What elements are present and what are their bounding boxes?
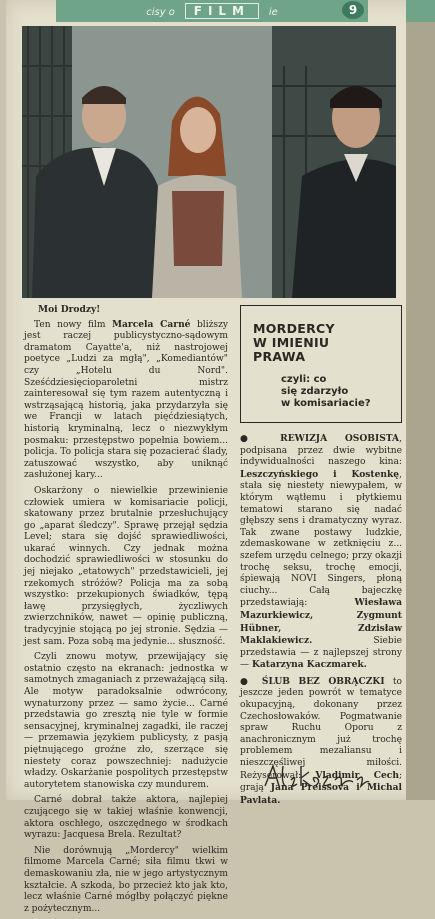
headline-line: MORDERCY <box>253 321 335 336</box>
magazine-page <box>6 0 426 914</box>
sidebar-column <box>240 305 402 811</box>
paragraph <box>24 486 228 648</box>
headline-title <box>253 322 393 364</box>
headline-subtitle <box>281 374 393 410</box>
body-text: Carné dobrał także aktora, najlepiej czującego się w takiej właśnie konwencji, aktora oschłego, oszczędnego w środkach wyrazu: Jacquesa Brela. Rezultat? <box>24 795 228 841</box>
body-text: Ten nowy film <box>34 319 112 330</box>
page-number-badge: 9 <box>342 1 364 19</box>
header-right-text: ie <box>268 7 278 18</box>
main-article <box>24 304 228 919</box>
paragraph <box>24 652 228 791</box>
left-paragraphs <box>24 319 228 916</box>
paragraph <box>240 433 402 672</box>
subtitle-line: w komisariacie? <box>281 398 371 409</box>
author-signature <box>261 760 371 790</box>
headline-line: W IMIENIU <box>253 335 330 350</box>
film-still-illustration <box>22 26 396 298</box>
film-still-photo <box>22 26 396 298</box>
body-text: ; grają <box>240 770 403 794</box>
body-text: , stała się niestety niewypałem, w którym wątłemu i płytkiemu tematowi starano się nadać głębszy sens i dramatyczny wyraz. Tak zwane postawy ludzkie, zdemaskowane w zetknięciu z... szefem urzędu celnego; przy okazji trochę seksu, trochę emocji, śpiewają NOVI Singers, płoną ciuchy... Całą bajeczkę przedstawiają: <box>240 469 402 609</box>
headline-box <box>240 305 402 423</box>
paragraph <box>24 319 228 482</box>
emphasis-text: Wiesława Mazurkiewicz, Zygmunt Hübner, Zdzisław Maklakiewicz. <box>240 597 402 647</box>
body-text: Czyli znowu motyw, przewijający się ostatnio często na ekranach: jednostka w samotnych zmaganiach z przeważającą siłą. Ale motyw paradoksalnie odwrócony, wynaturzony przez — samo życie... Carné przedstawia go zresztą nie tyle w formie sensacyjnej, kryminalnej zagadki, ile raczej — przemawia językiem publicysty, z pasją piętnującego groźne zło, szerzące się niestety coraz powszechniej: nadużycie władzy. Oskarżanie pospolitych przestępstw autorytetem stanowiska czy mundurem. <box>24 652 228 790</box>
paragraph <box>24 846 228 916</box>
subtitle-line: się zdarzyło <box>281 386 349 397</box>
emphasis-text: Vladimir Cech <box>315 769 399 781</box>
body-text: to jeszcze jeden powrót w tematyce okupacyjną, dokonany przez Czechosłowaków. Pogmatwanie spraw Ruchu Oporu z anachronicznym już trochę problemem mezaliansu i nieszczęśliwej miłości. Reżyserował: <box>240 676 402 781</box>
emphasis-text: Katarzyna Kaczmarek. <box>252 659 367 671</box>
emphasis-text: Marcela Carné <box>111 318 191 330</box>
headline-line: PRAWA <box>253 349 306 364</box>
body-text: Siebie przedstawia — z najlepszej strony — <box>240 636 402 671</box>
emphasis-text: ● ŚLUB BEZ OBRĄCZKI <box>240 675 385 687</box>
adjacent-page-edge <box>406 0 435 800</box>
body-text: , podpisana przez dwie wybitne indywidualności naszego kina: <box>240 434 402 468</box>
greeting: Moi Drodzy! <box>38 304 101 315</box>
body-text: Oskarżony o niewielkie przewinienie człowiek umiera w komisariacie policji, skatowany przez brutalnie przesłuchujący go „aparat śledczy". Sprawę przejął sędzia Level; stara się dojść sprawiedliwości, ukarać winnych. Czy jednak można dochodzić sprawiedliwości w stosunku do jej niejako „etatowych" przedstawicieli, jej rzekomych stróżów? Policja ma za sobą wszystko: przekupionych świadków, tępą ławę przysięgłych, życzliwych zwierzchników, nawet — opinię publiczną, tradycyjnie stojącą po jej stronie. Sędzia — jest sam. Poza sobą ma jedynie... słuszność. <box>24 485 228 647</box>
body-text: bliższy jest raczej publicystyczno-sądowym dramatom Cayatte'a, niż nastrojowej poetyce „Ludzi za mgłą", „Komediantów" czy „Hotelu du Nord". Sześćdziesięcioparoletni mistrz zainteresował się tym razem autentyczną i wstrząsającą historią, jaka przydarzyła się we Francji w latach pięćdziesiątych, historią kryminalną, lecz o niezwykłym posmaku: przestępstwo popełnia bowiem... policja. To policja stara się pozacierać ślady, zatuszować wszystko, aby uniknąć zasłużonej kary... <box>24 319 228 481</box>
paragraph <box>24 795 228 841</box>
header-left-text: cisy o <box>146 7 175 18</box>
emphasis-text: Jana Preissova i Michal Pavlata. <box>240 782 402 806</box>
section-header <box>56 0 368 22</box>
emphasis-text: Leszczyńskiego i Kostenkę <box>240 468 400 480</box>
subtitle-line: czyli: co <box>281 374 327 385</box>
body-text: Nie dorównują „Mordercy" wielkim filmome Marcela Carné; siła filmu tkwi w demaskowaniu zła, nie w jego artystycznym kształcie. A szkoda, bo przecież kto jak kto, lecz właśnie Carné mógłby połączyć piękne z pożytecznym... <box>24 845 228 914</box>
review-notes <box>240 433 402 807</box>
emphasis-text: ● REWIZJA OSOBISTA <box>240 433 400 444</box>
header-word: FILM <box>185 3 259 19</box>
